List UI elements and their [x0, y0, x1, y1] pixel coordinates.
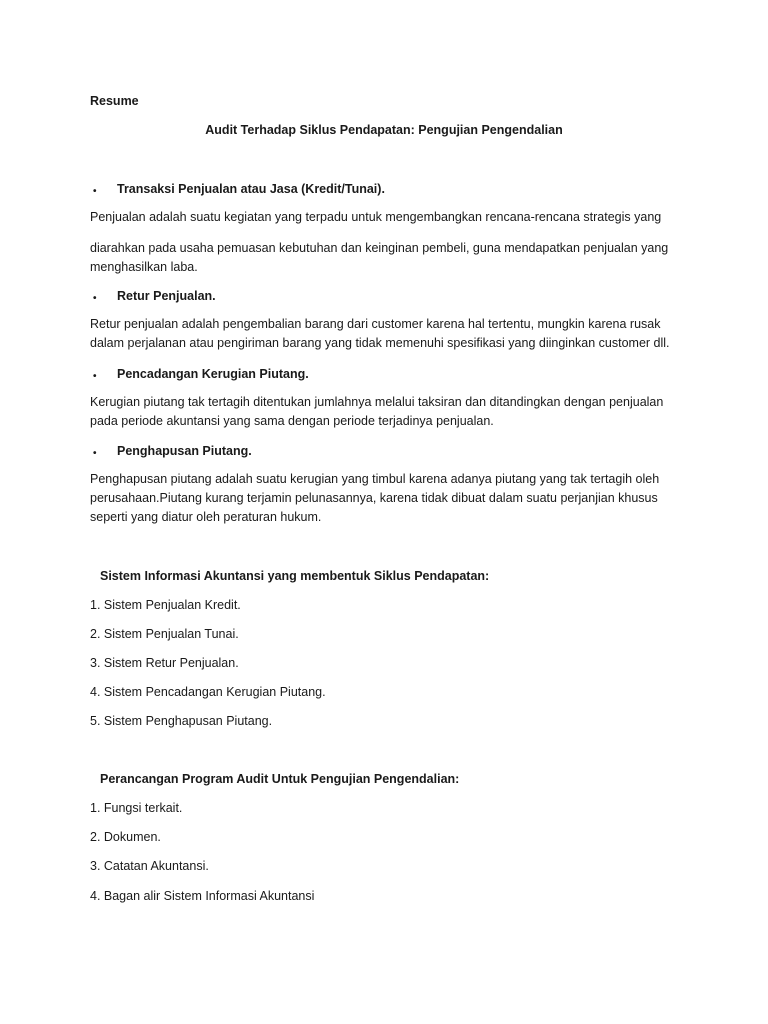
list-item: 2. Dokumen.: [90, 830, 161, 844]
list-item: 3. Catatan Akuntansi.: [90, 859, 209, 873]
bullet-icon: •: [93, 371, 97, 382]
paragraph-penjualan-2: diarahkan pada usaha pemuasan kebutuhan dan keinginan pembeli, guna mendapatkan penjualan yang menghasilkan laba.: [90, 241, 669, 274]
program-audit-heading: Perancangan Program Audit Untuk Pengujian Pengendalian:: [100, 772, 460, 786]
bullet-icon: •: [93, 448, 97, 459]
list-item: 4. Bagan alir Sistem Informasi Akuntansi: [90, 889, 315, 903]
section-heading-pencadangan: Pencadangan Kerugian Piutang.: [117, 367, 309, 381]
paragraph-retur: Retur penjualan adalah pengembalian barang dari customer karena hal tertentu, mungkin karena rusak dalam perjalanan atau pengiriman barang yang tidak memenuhi spesifikasi yang diinginkan customer dll.: [90, 317, 670, 350]
resume-label: Resume: [90, 94, 139, 108]
bullet-icon: •: [93, 293, 97, 304]
list-item: 5. Sistem Penghapusan Piutang.: [90, 714, 273, 728]
paragraph-penjualan-1: Penjualan adalah suatu kegiatan yang terpadu untuk mengembangkan rencana-rencana strategis yang: [90, 210, 662, 224]
list-item: 3. Sistem Retur Penjualan.: [90, 656, 239, 670]
list-item: 2. Sistem Penjualan Tunai.: [90, 627, 239, 641]
section-heading-penjualan: Transaksi Penjualan atau Jasa (Kredit/Tunai).: [117, 182, 385, 196]
section-heading-penghapusan: Penghapusan Piutang.: [117, 444, 252, 458]
paragraph-pencadangan: Kerugian piutang tak tertagih ditentukan jumlahnya melalui taksiran dan ditandingkan dengan penjualan pada periode akuntansi yang sama dengan periode terjadinya penjualan.: [90, 395, 664, 428]
list-item: 4. Sistem Pencadangan Kerugian Piutang.: [90, 685, 326, 699]
document-title: Audit Terhadap Siklus Pendapatan: Pengujian Pengendalian: [205, 123, 563, 137]
list-item: 1. Fungsi terkait.: [90, 801, 183, 815]
sia-heading: Sistem Informasi Akuntansi yang membentuk Siklus Pendapatan:: [100, 569, 490, 583]
list-item: 1. Sistem Penjualan Kredit.: [90, 598, 241, 612]
section-heading-retur: Retur Penjualan.: [117, 289, 216, 303]
paragraph-penghapusan: Penghapusan piutang adalah suatu kerugian yang timbul karena adanya piutang yang tak tertagih oleh perusahaan.Piutang kurang terjamin pelunasannya, karena tidak dibuat dalam suatu perjanjian khusus seperti yang diatur oleh peraturan hukum.: [90, 472, 660, 524]
bullet-icon: •: [93, 186, 97, 197]
